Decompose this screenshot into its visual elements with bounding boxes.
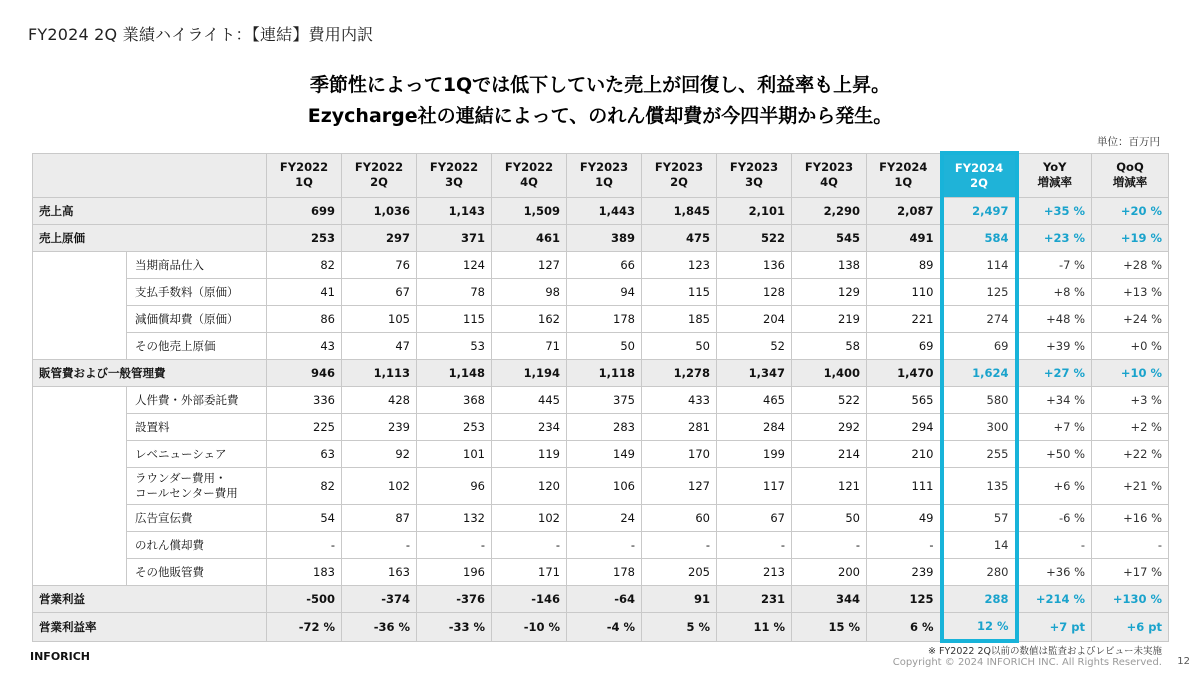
data-cell: - [1017,532,1092,559]
data-cell: 1,118 [567,360,642,387]
data-cell: 114 [942,252,1017,279]
data-cell: 239 [342,414,417,441]
data-cell: - [342,532,417,559]
data-cell: 41 [267,279,342,306]
data-cell: 253 [267,225,342,252]
column-header [867,153,942,198]
indent-cell [33,414,127,441]
data-cell: 171 [492,559,567,586]
column-header [642,153,717,198]
table-row [33,387,1169,414]
data-cell: +22 % [1092,441,1169,468]
data-cell: 66 [567,252,642,279]
data-cell: 106 [567,468,642,505]
data-cell: +28 % [1092,252,1169,279]
table-row [33,532,1169,559]
column-header [492,153,567,198]
data-cell: 98 [492,279,567,306]
data-cell: +7 pt [1017,613,1092,642]
data-cell: 82 [267,468,342,505]
column-header-line1: FY2023 [654,160,704,175]
data-cell: 120 [492,468,567,505]
data-cell: +19 % [1092,225,1169,252]
data-cell: 210 [867,441,942,468]
data-cell: 336 [267,387,342,414]
column-header-line1: FY2024 [879,160,928,175]
data-cell: +34 % [1017,387,1092,414]
column-header [342,153,417,198]
header-row [33,153,1169,198]
row-label: 設置料 [127,414,267,441]
row-label: 減価償却費（原価） [127,306,267,333]
data-cell: 162 [492,306,567,333]
data-cell: 105 [342,306,417,333]
data-cell: 283 [567,414,642,441]
data-cell: 53 [417,333,492,360]
column-header [567,153,642,198]
column-header-line2: 1Q [295,175,313,190]
data-cell: 49 [867,505,942,532]
data-cell: 69 [867,333,942,360]
data-cell: 132 [417,505,492,532]
data-cell: 12 % [942,613,1017,642]
column-header [792,153,867,198]
data-cell: 292 [792,414,867,441]
data-cell: 71 [492,333,567,360]
data-cell: 565 [867,387,942,414]
data-cell: 67 [342,279,417,306]
row-label: レベニューシェア [127,441,267,468]
column-header-line1: FY2024 [954,161,1004,175]
data-cell: 213 [717,559,792,586]
column-header-line1: FY2022 [279,160,329,175]
data-cell: - [867,532,942,559]
headline [0,70,1200,132]
data-cell: - [1092,532,1169,559]
data-cell: - [717,532,792,559]
data-cell: -376 [417,586,492,613]
column-header-line2: 4Q [520,175,538,190]
unit-label: 単位：百万円 [1097,136,1160,148]
column-header [942,153,1017,198]
data-cell: 1,036 [342,198,417,225]
data-cell: 136 [717,252,792,279]
column-header-line2: 3Q [445,175,463,190]
data-cell: +3 % [1092,387,1169,414]
data-cell: 94 [567,279,642,306]
data-cell: 178 [567,559,642,586]
row-label: その他売上原価 [127,333,267,360]
data-cell: +13 % [1092,279,1169,306]
table-row [33,441,1169,468]
data-cell: 1,443 [567,198,642,225]
data-cell: 121 [792,468,867,505]
data-cell: 1,143 [417,198,492,225]
indent-cell [33,559,127,586]
row-label: 営業利益率 [33,613,267,642]
data-cell: 52 [717,333,792,360]
column-header-line2: 2Q [970,176,988,190]
data-cell: 163 [342,559,417,586]
data-cell: 69 [942,333,1017,360]
data-cell: 127 [642,468,717,505]
table-row [33,252,1169,279]
data-cell: 491 [867,225,942,252]
data-cell: 87 [342,505,417,532]
data-cell: 297 [342,225,417,252]
table-row [33,586,1169,613]
column-header [717,153,792,198]
data-cell: 128 [717,279,792,306]
data-cell: -10 % [492,613,567,642]
data-cell: 119 [492,441,567,468]
data-cell: 239 [867,559,942,586]
data-cell: 47 [342,333,417,360]
data-cell: 86 [267,306,342,333]
data-cell: 123 [642,252,717,279]
page-number: 12 [1177,656,1190,667]
column-header-line2: 増減率 [1112,175,1148,190]
data-cell: 117 [717,468,792,505]
column-header [1017,153,1092,198]
data-cell: 1,470 [867,360,942,387]
data-cell: 115 [642,279,717,306]
expense-breakdown-table [32,151,1169,643]
data-cell: +17 % [1092,559,1169,586]
column-header-line1: FY2022 [504,160,554,175]
data-cell: 2,087 [867,198,942,225]
data-cell: 433 [642,387,717,414]
data-cell: 89 [867,252,942,279]
data-cell: 1,194 [492,360,567,387]
data-cell: 125 [942,279,1017,306]
data-cell: 522 [717,225,792,252]
data-cell: +48 % [1017,306,1092,333]
data-cell: 1,845 [642,198,717,225]
data-cell: 67 [717,505,792,532]
data-cell: 300 [942,414,1017,441]
indent-cell [33,532,127,559]
data-cell: 170 [642,441,717,468]
data-cell: 50 [567,333,642,360]
data-cell: +23 % [1017,225,1092,252]
data-cell: 234 [492,414,567,441]
data-cell: 50 [792,505,867,532]
column-header-line1: YoY [1043,160,1067,175]
data-cell: 185 [642,306,717,333]
data-cell: 91 [642,586,717,613]
audit-note: ※ FY2022 2Q以前の数値は監査およびレビュー未実施 [928,646,1162,657]
data-cell: 1,148 [417,360,492,387]
data-cell: 465 [717,387,792,414]
data-cell: 225 [267,414,342,441]
data-cell: 255 [942,441,1017,468]
row-label: 販管費および一般管理費 [33,360,267,387]
data-cell: 76 [342,252,417,279]
column-header-line2: 1Q [894,175,913,190]
data-cell: 699 [267,198,342,225]
row-label: 支払手数料（原価） [127,279,267,306]
column-header [417,153,492,198]
data-cell: 6 % [867,613,942,642]
data-cell: 92 [342,441,417,468]
table-row [33,225,1169,252]
data-cell: +20 % [1092,198,1169,225]
data-cell: -374 [342,586,417,613]
column-header-line1: FY2023 [729,160,779,175]
data-cell: 1,278 [642,360,717,387]
data-cell: -72 % [267,613,342,642]
copyright: Copyright © 2024 INFORICH INC. All Rights Reserved. [892,657,1162,668]
column-header-line1: QoQ [1116,160,1144,175]
headline-line-2: Ezycharge社の連結によって、のれん償却費が今四半期から発生。 [307,105,893,127]
data-cell: 115 [417,306,492,333]
data-cell: +21 % [1092,468,1169,505]
row-label: 当期商品仕入 [127,252,267,279]
data-cell: 280 [942,559,1017,586]
data-cell: 274 [942,306,1017,333]
data-cell: 475 [642,225,717,252]
brand-logo: INFORICH [30,650,91,663]
data-cell: +7 % [1017,414,1092,441]
data-cell: 545 [792,225,867,252]
data-cell: 580 [942,387,1017,414]
data-cell: +10 % [1092,360,1169,387]
data-cell: 199 [717,441,792,468]
data-cell: 205 [642,559,717,586]
table-header [33,153,1169,198]
table-row [33,198,1169,225]
column-header-line1: FY2023 [804,160,854,175]
data-cell: 200 [792,559,867,586]
data-cell: +6 pt [1092,613,1169,642]
table-body [33,198,1169,642]
data-cell: +6 % [1017,468,1092,505]
data-cell: 219 [792,306,867,333]
data-cell: +2 % [1092,414,1169,441]
data-cell: 461 [492,225,567,252]
data-cell: 110 [867,279,942,306]
data-cell: 96 [417,468,492,505]
data-cell: 149 [567,441,642,468]
column-header-line2: 2Q [370,175,388,190]
data-cell: 5 % [642,613,717,642]
row-label: 営業利益 [33,586,267,613]
column-header-line2: 1Q [595,175,613,190]
data-cell: 946 [267,360,342,387]
table-row [33,613,1169,642]
data-cell: 371 [417,225,492,252]
column-header-line1: FY2022 [429,160,479,175]
data-cell: 375 [567,387,642,414]
data-cell: 138 [792,252,867,279]
row-label: 売上原価 [33,225,267,252]
data-cell: 221 [867,306,942,333]
data-cell: 204 [717,306,792,333]
column-header-line1: FY2023 [579,160,629,175]
data-cell: +27 % [1017,360,1092,387]
column-header-line2: 増減率 [1037,175,1072,190]
table-row [33,559,1169,586]
data-cell: 60 [642,505,717,532]
data-cell: 2,290 [792,198,867,225]
data-cell: 1,113 [342,360,417,387]
data-cell: 445 [492,387,567,414]
data-cell: 1,400 [792,360,867,387]
data-cell: 344 [792,586,867,613]
data-cell: 127 [492,252,567,279]
column-header-line2: 2Q [670,175,688,190]
data-cell: - [417,532,492,559]
data-cell: 1,624 [942,360,1017,387]
indent-cell [33,252,127,279]
data-cell: 2,101 [717,198,792,225]
data-cell: 43 [267,333,342,360]
data-cell: 54 [267,505,342,532]
table-row [33,414,1169,441]
table-row [33,468,1169,505]
data-cell: 57 [942,505,1017,532]
data-cell: 1,509 [492,198,567,225]
slide-title: FY2024 2Q 業績ハイライト：【連結】費用内訳 [28,25,374,44]
row-label: 人件費・外部委託費 [127,387,267,414]
data-cell: - [642,532,717,559]
row-label: 売上高 [33,198,267,225]
data-cell: 14 [942,532,1017,559]
data-cell: 196 [417,559,492,586]
data-cell: +36 % [1017,559,1092,586]
data-cell: 63 [267,441,342,468]
data-cell: 50 [642,333,717,360]
data-cell: 124 [417,252,492,279]
data-cell: +50 % [1017,441,1092,468]
indent-cell [33,279,127,306]
data-cell: 15 % [792,613,867,642]
data-cell: +8 % [1017,279,1092,306]
table-row [33,505,1169,532]
data-cell: -7 % [1017,252,1092,279]
header-label-cell [33,153,267,198]
data-cell: 11 % [717,613,792,642]
data-cell: +0 % [1092,333,1169,360]
data-cell: +35 % [1017,198,1092,225]
table-row [33,360,1169,387]
data-cell: 281 [642,414,717,441]
table-row [33,306,1169,333]
data-cell: 125 [867,586,942,613]
indent-cell [33,387,127,414]
row-label: 広告宣伝費 [127,505,267,532]
data-cell: 129 [792,279,867,306]
indent-cell [33,441,127,468]
data-cell: 284 [717,414,792,441]
data-cell: - [267,532,342,559]
data-cell: 58 [792,333,867,360]
data-cell: +39 % [1017,333,1092,360]
data-cell: 522 [792,387,867,414]
data-cell: - [567,532,642,559]
data-cell: 294 [867,414,942,441]
row-label: その他販管費 [127,559,267,586]
row-label: ラウンダー費用・ コールセンター費用 [127,468,267,505]
data-cell: -64 [567,586,642,613]
data-cell: 78 [417,279,492,306]
indent-cell [33,333,127,360]
data-cell: 368 [417,387,492,414]
data-cell: 82 [267,252,342,279]
data-cell: 389 [567,225,642,252]
indent-cell [33,306,127,333]
column-header [267,153,342,198]
data-cell: 428 [342,387,417,414]
indent-cell [33,505,127,532]
column-header-line1: FY2022 [354,160,404,175]
data-cell: 178 [567,306,642,333]
table-row [33,279,1169,306]
row-label: のれん償却費 [127,532,267,559]
data-cell: -4 % [567,613,642,642]
data-cell: 102 [492,505,567,532]
data-cell: -146 [492,586,567,613]
data-cell: +24 % [1092,306,1169,333]
data-cell: -33 % [417,613,492,642]
indent-cell [33,468,127,505]
data-cell: 183 [267,559,342,586]
table-row [33,333,1169,360]
data-cell: -500 [267,586,342,613]
data-cell: 214 [792,441,867,468]
data-cell: 231 [717,586,792,613]
data-cell: +130 % [1092,586,1169,613]
column-header [1092,153,1169,198]
data-cell: 1,347 [717,360,792,387]
data-cell: - [492,532,567,559]
data-cell: 102 [342,468,417,505]
data-cell: -6 % [1017,505,1092,532]
column-header-line2: 3Q [745,175,763,190]
data-cell: 135 [942,468,1017,505]
data-cell: +214 % [1017,586,1092,613]
column-header-line2: 4Q [820,175,838,190]
data-cell: - [792,532,867,559]
data-cell: 584 [942,225,1017,252]
data-cell: 2,497 [942,198,1017,225]
data-cell: +16 % [1092,505,1169,532]
data-cell: 111 [867,468,942,505]
data-cell: -36 % [342,613,417,642]
data-cell: 101 [417,441,492,468]
data-cell: 288 [942,586,1017,613]
headline-line-1: 季節性によって1Qでは低下していた売上が回復し、利益率も上昇。 [309,74,891,96]
data-cell: 253 [417,414,492,441]
data-cell: 24 [567,505,642,532]
